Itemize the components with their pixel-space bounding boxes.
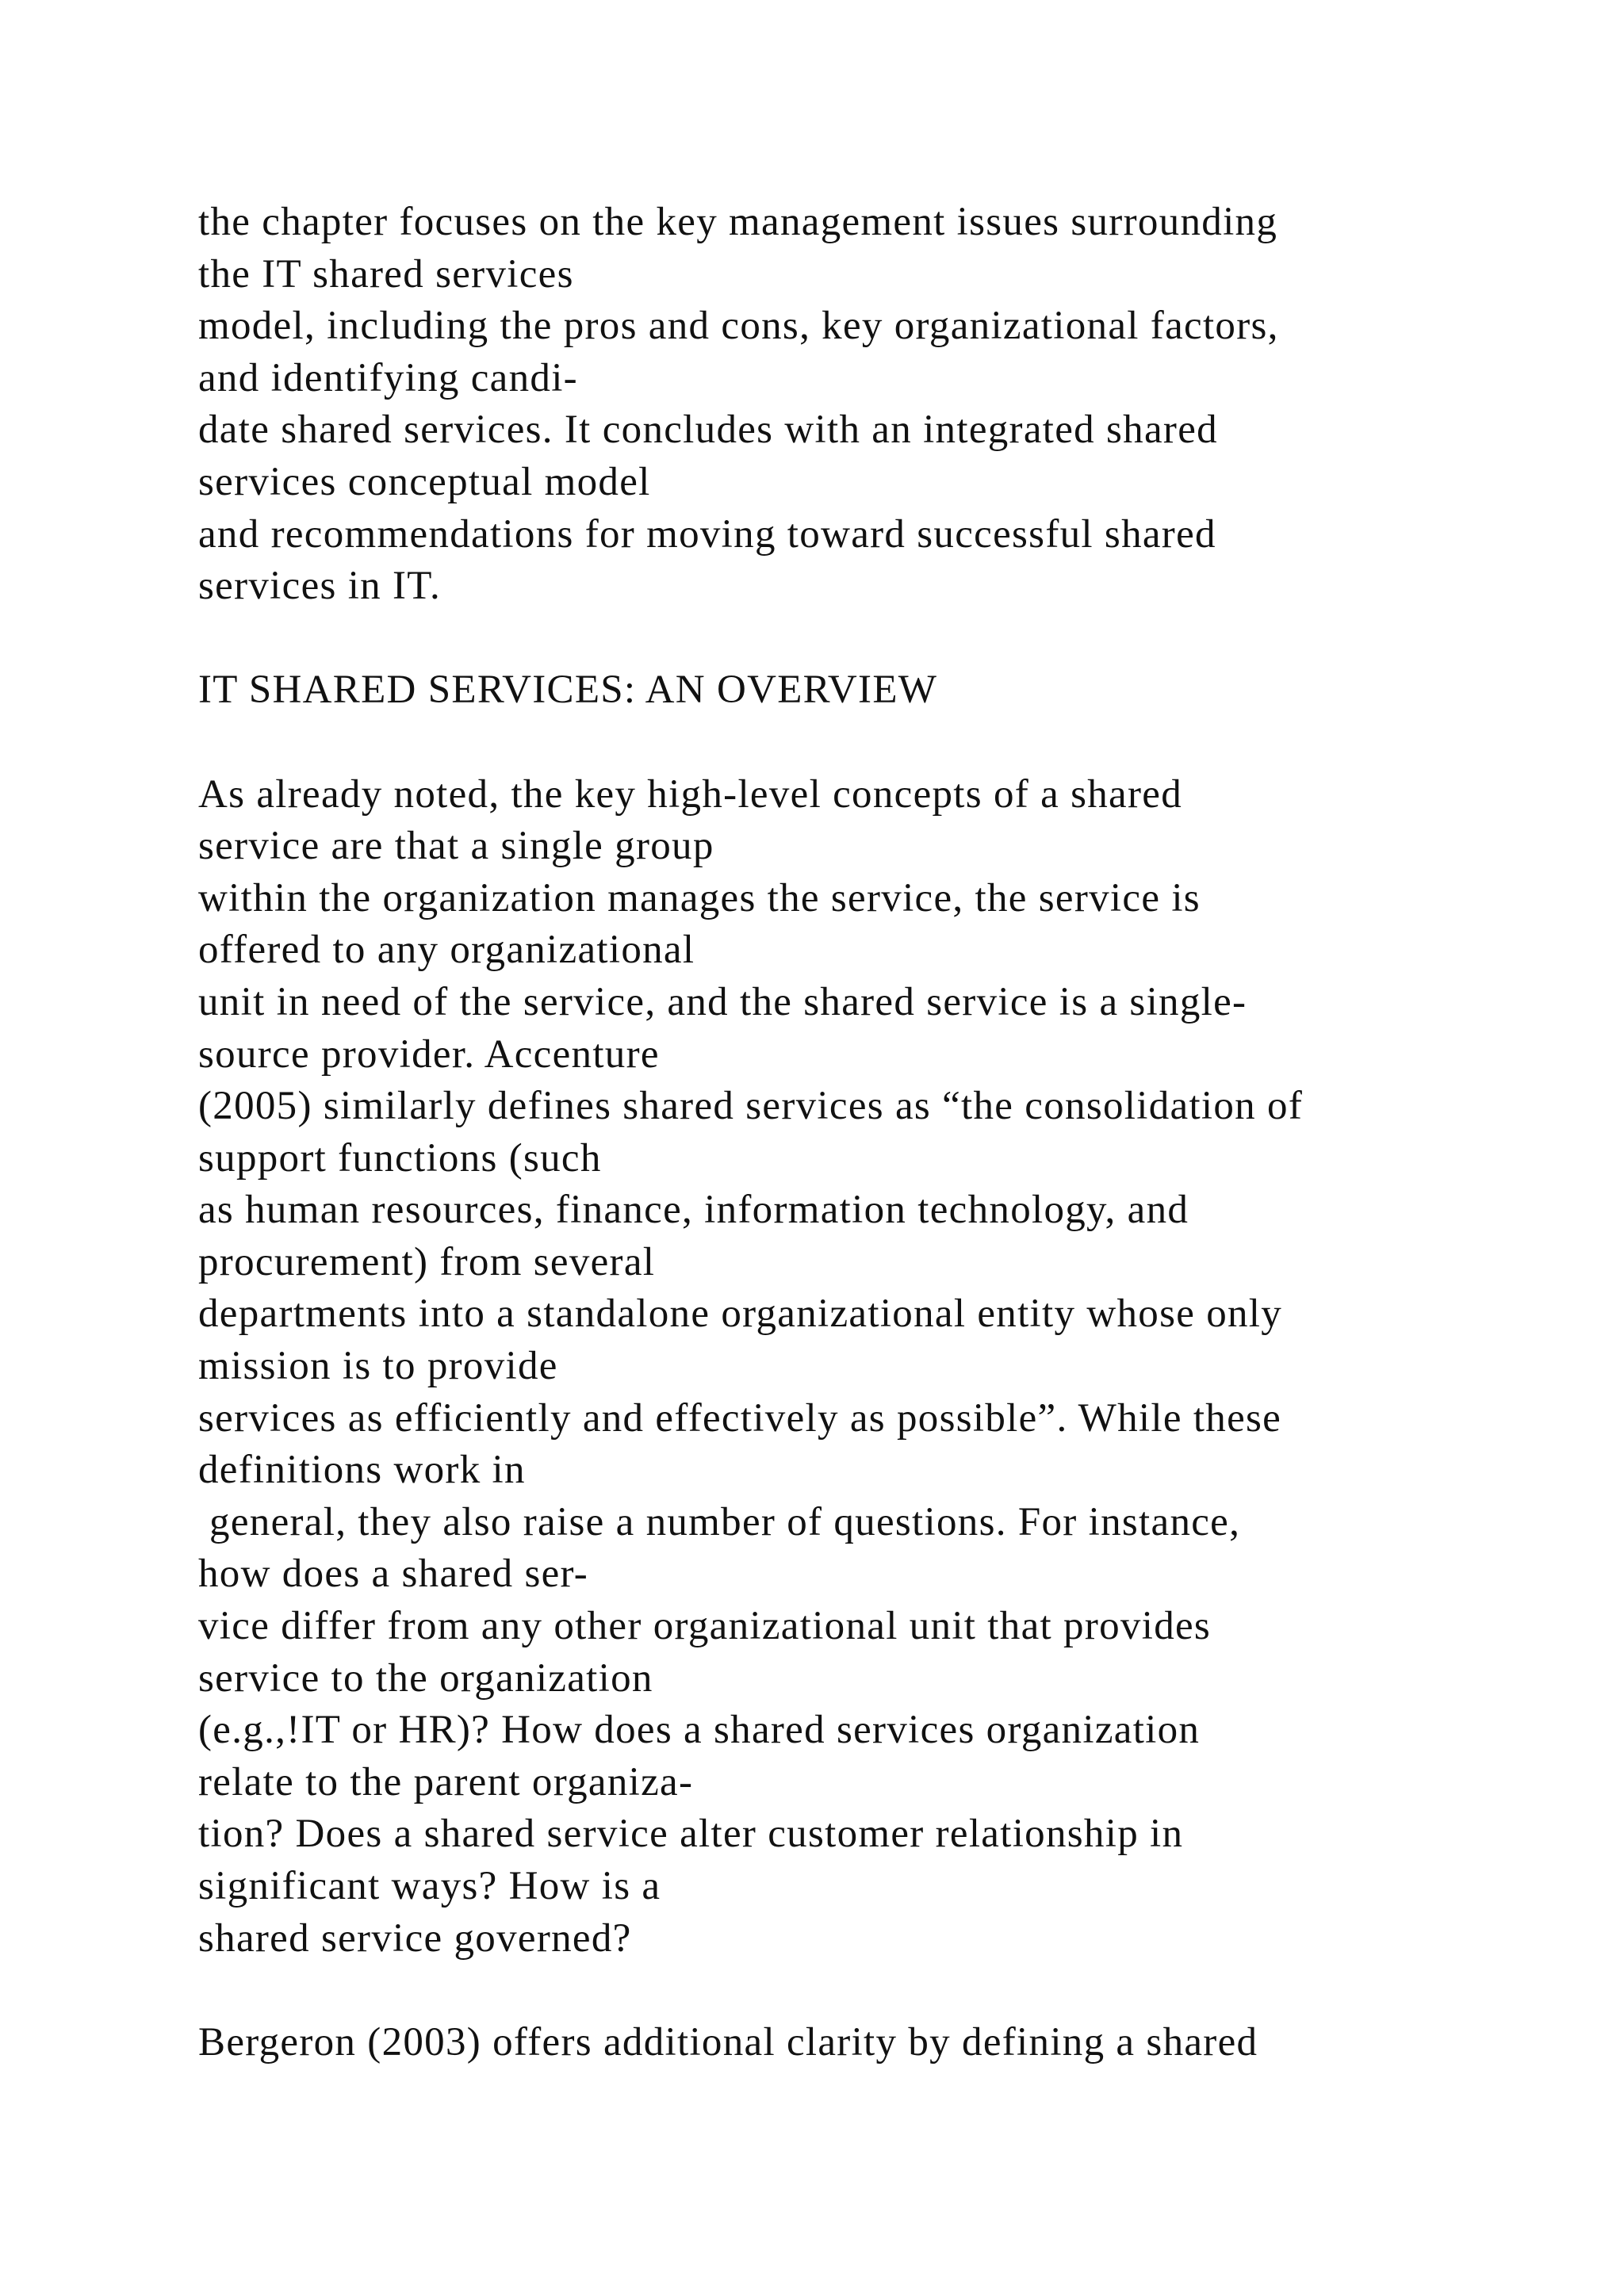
- text-line: relate to the parent organiza-: [198, 1759, 694, 1804]
- paragraph-gap: [198, 613, 1546, 665]
- text-line: and recommendations for moving toward successful shared: [198, 511, 1216, 557]
- text-line: service are that a single group: [198, 824, 714, 869]
- text-line: offered to any organizational: [198, 928, 695, 973]
- text-line: source provider. Accenture: [198, 1031, 660, 1077]
- paragraph-overview: [198, 769, 1546, 1965]
- section-heading: IT SHARED SERVICES: AN OVERVIEW: [198, 668, 938, 713]
- paragraph-intro: [198, 197, 1546, 613]
- text-line: and identifying candi-: [198, 355, 578, 400]
- text-line: (e.g.,!IT or HR)? How does a shared services organization: [198, 1708, 1201, 1753]
- text-line: date shared services. It concludes with an integrated shared: [198, 408, 1218, 453]
- text-line: shared service governed?: [198, 1915, 632, 1961]
- text-line: the IT shared services: [198, 251, 574, 297]
- text-line: services in IT.: [198, 564, 442, 609]
- text-line: significant ways? How is a: [198, 1864, 661, 1908]
- text-line: (2005) similarly defines shared services as “the consolidation of: [198, 1084, 1304, 1129]
- text-line: within the organization manages the service, the service is: [198, 875, 1201, 920]
- text-line: services conceptual model: [198, 459, 651, 504]
- paragraph-gap: [198, 717, 1546, 769]
- text-line: mission is to provide: [198, 1344, 558, 1389]
- text-line: tion? Does a shared service alter customer relationship in: [198, 1812, 1184, 1857]
- text-line: the chapter focuses on the key management issues surrounding: [198, 200, 1278, 244]
- text-line: definitions work in: [198, 1448, 526, 1493]
- paragraph-gap: [198, 1965, 1546, 2017]
- text-line: procurement) from several: [198, 1239, 656, 1284]
- text-line: general, they also raise a number of questions. For instance,: [198, 1499, 1241, 1544]
- text-line: unit in need of the service, and the shared service is a single-: [198, 979, 1247, 1024]
- text-line: Bergeron (2003) offers additional clarity by defining a shared: [198, 2019, 1258, 2064]
- text-line: support functions (such: [198, 1135, 602, 1181]
- text-line: As already noted, the key high-level concepts of a shared: [198, 771, 1182, 817]
- text-line: as human resources, finance, information technology, and: [198, 1188, 1189, 1233]
- document-body: [198, 197, 1546, 2068]
- text-line: vice differ from any other organizational unit that provides: [198, 1604, 1212, 1649]
- text-line: services as efficiently and effectively as possible”. While these: [198, 1395, 1282, 1441]
- paragraph-bergeron: [198, 2017, 1546, 2069]
- text-line: how does a shared ser-: [198, 1552, 589, 1597]
- text-line: departments into a standalone organizational entity whose only: [198, 1292, 1283, 1337]
- text-line: model, including the pros and cons, key organizational factors,: [198, 304, 1279, 349]
- text-line: service to the organization: [198, 1655, 653, 1701]
